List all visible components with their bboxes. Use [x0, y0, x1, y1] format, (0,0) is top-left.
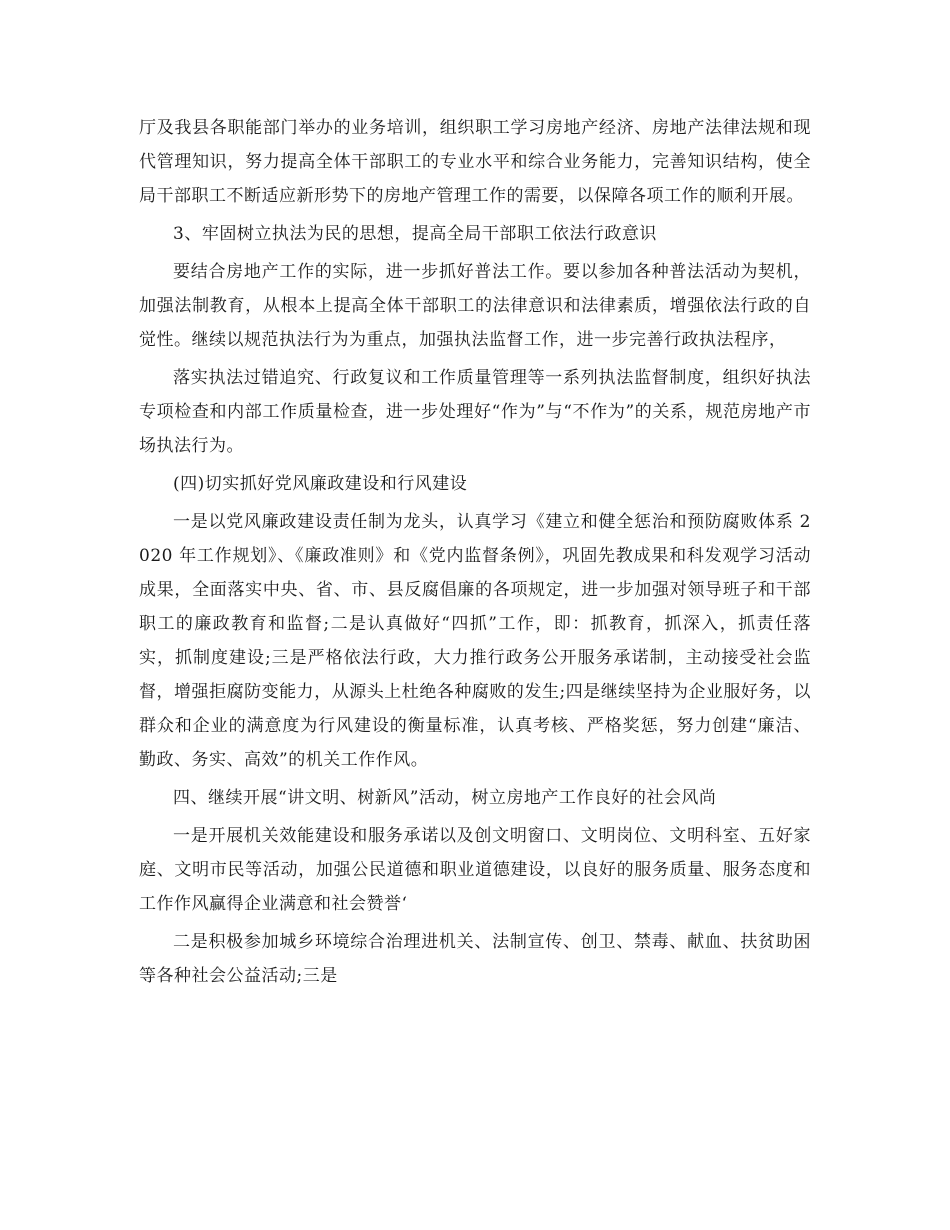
- paragraph-training-continuation: 厅及我县各职能部门举办的业务培训，组织职工学习房地产经济、房地产法律法规和现代管理知识，努力提高全体干部职工的专业水平和综合业务能力，完善知识结构，使全局干部职工不断适应新形势下的房地产管理工作的需要，以保障各项工作的顺利开展。: [139, 118, 811, 206]
- paragraph-service-commitment: 一是开展机关效能建设和服务承诺以及创文明窗口、文明岗位、文明科室、五好家庭、文明市民等活动，加强公民道德和职业道德建设，以良好的服务质量、服务态度和工作作风赢得企业满意和社会赞誉‘: [139, 826, 811, 914]
- paragraph-supervision-system: 落实执法过错追究、行政复议和工作质量管理等一系列执法监督制度，组织好执法专项检查和内部工作质量检查，进一步处理好“作为”与“不作为”的关系，规范房地产市场执法行为。: [139, 368, 811, 456]
- heading-civilization-campaign: 四、继续开展“讲文明、树新风”活动，树立房地产工作良好的社会风尚: [173, 788, 717, 808]
- document-body: [139, 111, 811, 997]
- heading-party-conduct: (四)切实抓好党风廉政建设和行风建设: [173, 474, 468, 494]
- paragraph-anti-corruption: 一是以党风廉政建设责任制为龙头，认真学习《建立和健全惩治和预防腐败体系 2020 年工作规划》、《廉政准则》和《党内监督条例》，巩固先教成果和科发观学习活动成果，全面落实中央、省、市、县反腐倡廉的各项规定，进一步加强对领导班子和干部职工的廉政教育和监督;二是认真做好“四抓”工作，即：抓教育，抓深入，抓责任落实，抓制度建设;三是严格依法行政，大力推行政务公开服务承诺制，主动接受社会监督，增强拒腐防变能力，从源头上杜绝各种腐败的发生;四是继续坚持为企业服好务，以群众和企业的满意度为行风建设的衡量标准，认真考核、严格奖惩，努力创建“廉洁、勤政、务实、高效”的机关工作作风。: [139, 512, 811, 770]
- paragraph-public-welfare: 二是积极参加城乡环境综合治理进机关、法制宣传、创卫、禁毒、献血、扶贫助困等各种社会公益活动;三是: [139, 932, 811, 986]
- paragraph-legal-education: 要结合房地产工作的实际，进一步抓好普法工作。要以参加各种普法活动为契机，加强法制教育，从根本上提高全体干部职工的法律意识和法律素质，增强依法行政的自觉性。继续以规范执法行为为重点，加强执法监督工作，进一步完善行政执法程序，: [139, 262, 811, 350]
- heading-law-enforcement: 3、牢固树立执法为民的思想，提高全局干部职工依法行政意识: [173, 224, 657, 244]
